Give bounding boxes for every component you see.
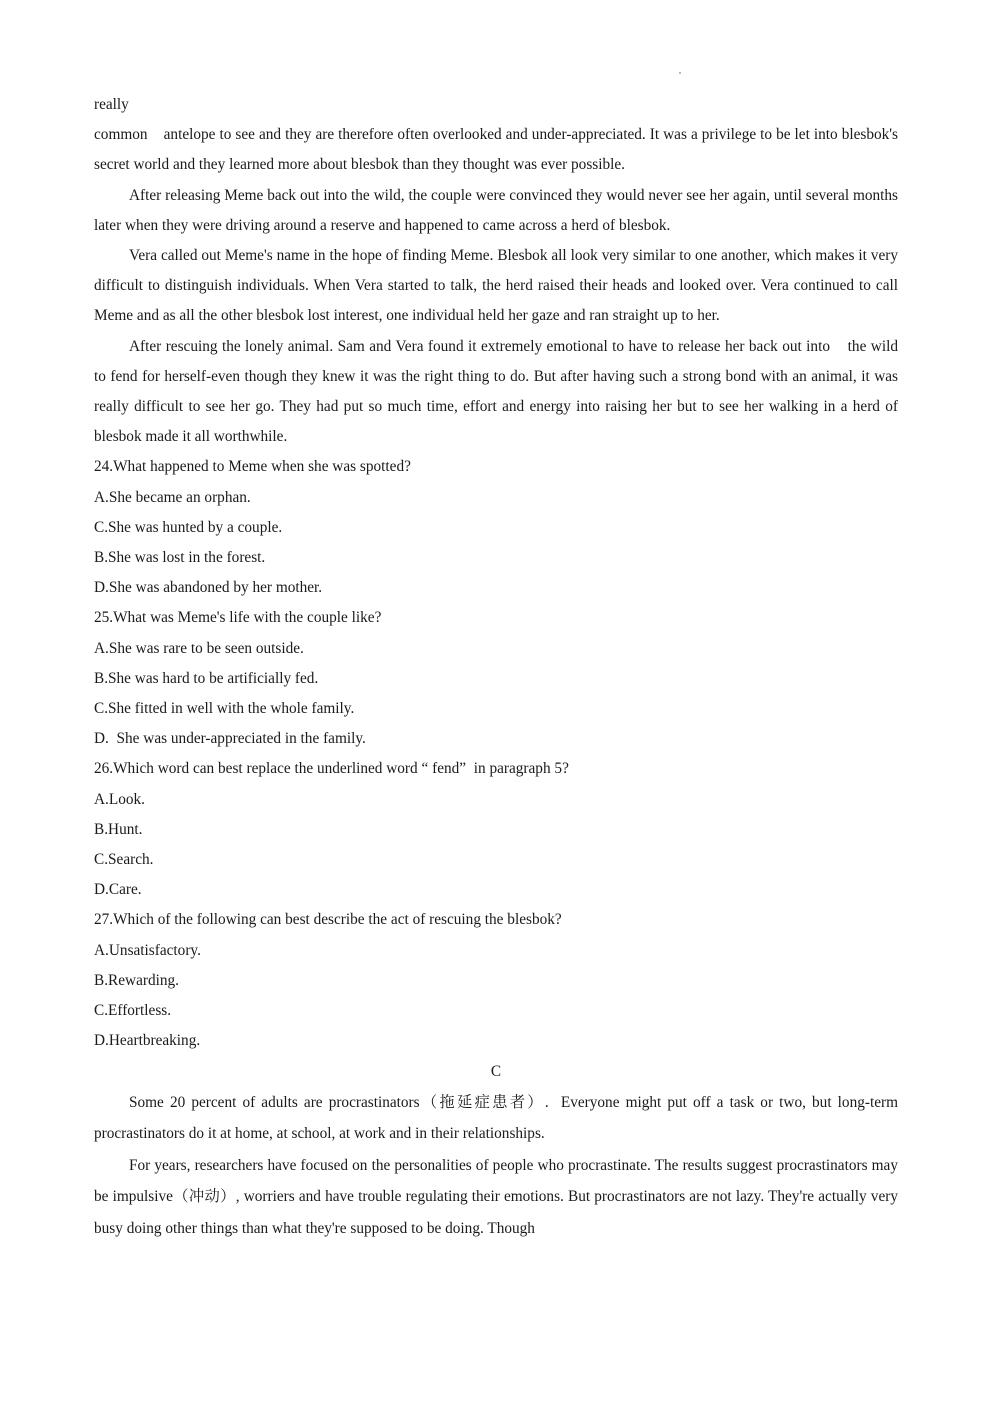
answer-option: C.She fitted in well with the whole family. — [94, 700, 355, 718]
answer-option: C.She was hunted by a couple. — [94, 518, 283, 536]
passage-b-paragraph-rescuing: After rescuing the lonely animal. Sam and Vera found it extremely emotional to have to release her back out into the wild to fend for herself-even though they knew it was the right thing to do. But after having such a strong bond with an animal, it was really difficult to see her go. They had put so much time, effort and energy into raising her but to see her walking in a herd of blesbok made it all worthwhile. — [94, 337, 902, 446]
passage-b-paragraph-common: common antelope to see and they are therefore often overlooked and under-appreciated. It was a privilege to be let into blesbok's secret world and they learned more about blesbok than they thought was ever possible. — [94, 126, 902, 174]
passage-b-line-really: really — [94, 96, 129, 113]
question-26 — [94, 754, 898, 905]
question-stem: 25.What was Meme's life with the couple like? — [94, 609, 382, 627]
answer-option: D.Care. — [94, 881, 142, 899]
answer-option: C.Search. — [94, 851, 154, 869]
passage-b-paragraph-vera: Vera called out Meme's name in the hope of finding Meme. Blesbok all look very similar to one another, which makes it very difficult to distinguish individuals. When Vera started to talk, the herd raised their heads and looked over. Vera continued to call Meme and as all the other blesbok lost interest, one individual held her gaze and ran straight up to her. — [94, 247, 898, 325]
answer-option: A.She became an orphan. — [94, 488, 251, 506]
answer-option: D.Heartbreaking. — [94, 1032, 201, 1050]
answer-option: B.Hunt. — [94, 820, 143, 838]
question-24 — [94, 452, 898, 603]
question-25 — [94, 603, 898, 754]
question-stem: 24.What happened to Meme when she was spotted? — [94, 458, 411, 476]
question-stem: 26.Which word can best replace the underlined word “ fend” in paragraph 5? — [94, 760, 569, 778]
passage-b-paragraph-releasing: After releasing Meme back out into the wild, the couple were convinced they would never see her again, until several months later when they were driving around a reserve and happened to came across a herd of blesbok. — [94, 186, 898, 234]
document-page — [94, 90, 902, 1244]
passage-c-heading: C — [490, 1062, 502, 1080]
answer-option: A.Unsatisfactory. — [94, 941, 201, 959]
answer-option: D. She was under-appreciated in the family. — [94, 730, 366, 748]
answer-option: D.She was abandoned by her mother. — [94, 579, 323, 597]
scan-speck — [679, 72, 681, 74]
question-27 — [94, 905, 898, 1056]
answer-option: B.She was lost in the forest. — [94, 549, 266, 567]
answer-option: C.Effortless. — [94, 1002, 172, 1020]
answer-option: B.She was hard to be artificially fed. — [94, 669, 319, 687]
answer-option: A.Look. — [94, 790, 145, 808]
answer-option: A.She was rare to be seen outside. — [94, 639, 304, 657]
question-stem: 27.Which of the following can best describe the act of rescuing the blesbok? — [94, 911, 562, 929]
passage-c-paragraph-2: For years, researchers have focused on the personalities of people who procrastinate. The results suggest procrastinators may be impulsive（冲动）, worriers and have trouble regulating their emotions. But procrastinators are not lazy. They're actually very busy doing other things than what they're supposed to be doing. Though — [94, 1156, 898, 1237]
answer-option: B.Rewarding. — [94, 971, 179, 989]
passage-c-paragraph-1: Some 20 percent of adults are procrastinators（拖延症患者）. Everyone might put off a task or two, but long-term procrastinators do it at home, at school, at work and in their relationships. — [94, 1093, 902, 1143]
